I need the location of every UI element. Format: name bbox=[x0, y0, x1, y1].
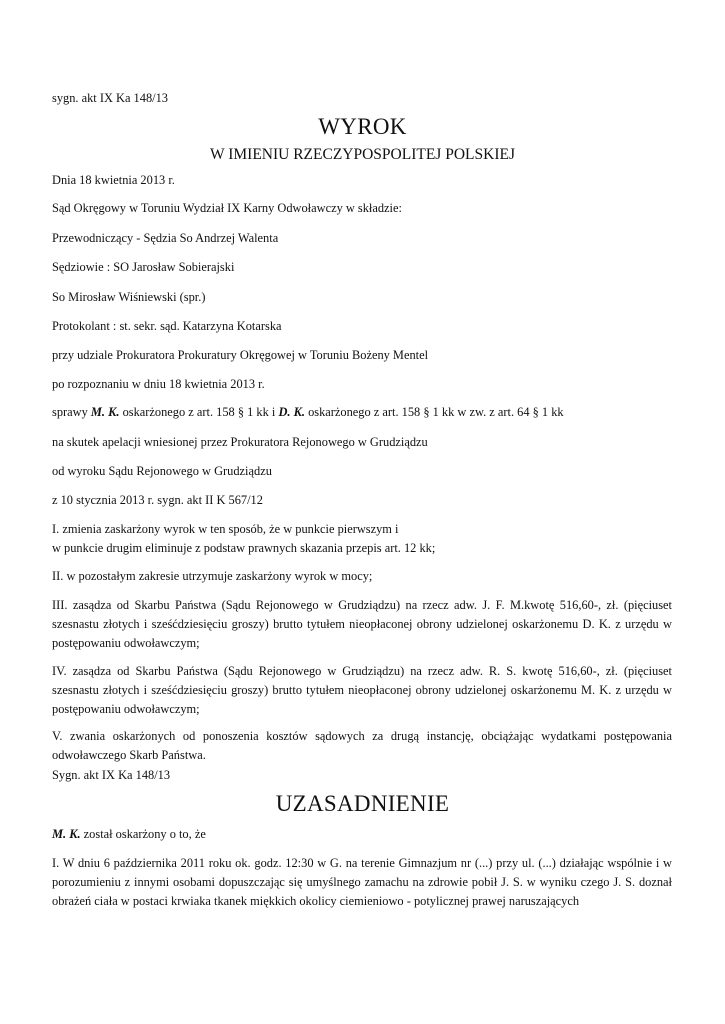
judgment-subtitle: W IMIENIU RZECZYPOSPOLITEJ POLSKIEJ bbox=[210, 146, 515, 163]
case-line bbox=[52, 403, 672, 422]
judges-line-2: So Mirosław Wiśniewski (spr.) bbox=[52, 290, 206, 304]
court-clerk: Protokolant : st. sekr. sąd. Katarzyna Kotarska bbox=[52, 319, 282, 333]
appealed-judgment-date: z 10 stycznia 2013 r. sygn. akt II K 567/12 bbox=[52, 493, 263, 507]
accused-2: D. K. bbox=[278, 405, 305, 419]
ruling-point-1-line-2: w punkcie drugim eliminuje z podstaw prawnych skazania przepis art. 12 kk; bbox=[52, 541, 436, 555]
case-suffix: oskarżonego z art. 158 § 1 kk w zw. z art. 64 § 1 kk bbox=[304, 405, 564, 419]
charge-intro-text: został oskarżony o to, że bbox=[80, 827, 206, 841]
ruling-point-1 bbox=[52, 520, 672, 558]
ruling-point-4: IV. zasądza od Skarbu Państwa (Sądu Rejonowego w Grudziądzu) na rzecz adw. R. S. kwotę 516,60-, zł. (pięciuset szesnastu złotych i sześćdziesięciu groszy) brutto tytułem nieopłaconej obrony udzielonej oskarżonemu M. K. z urzędu w postępowaniu odwoławczym; bbox=[52, 664, 672, 716]
presiding-judge: Przewodniczący - Sędzia So Andrzej Walenta bbox=[52, 231, 279, 245]
case-signature-top: sygn. akt IX Ka 148/13 bbox=[52, 91, 168, 105]
judgment-title: WYROK bbox=[318, 114, 407, 139]
case-signature-bottom: Sygn. akt IX Ka 148/13 bbox=[52, 768, 171, 782]
ruling-point-2: II. w pozostałym zakresie utrzymuje zaskarżony wyrok w mocy; bbox=[52, 569, 373, 583]
judges-line-1: Sędziowie : SO Jarosław Sobierajski bbox=[52, 260, 235, 274]
justification-title: UZASADNIENIE bbox=[275, 791, 450, 816]
ruling-point-3: III. zasądza od Skarbu Państwa (Sądu Rejonowego w Grudziądzu) na rzecz adw. J. F. M.kwotę 516,60-, zł. (pięciuset szesnastu złotych i sześćdziesięciu groszy) brutto tytułem nieopłaconej obrony udzielonej oskarżonemu D. K. z urzędu w postępowaniu odwoławczym; bbox=[52, 598, 672, 650]
prosecutor-line: przy udziale Prokuratora Prokuratury Okręgowej w Toruniu Bożeny Mentel bbox=[52, 348, 429, 362]
case-prefix: sprawy bbox=[52, 405, 91, 419]
charge-intro bbox=[52, 825, 672, 844]
accused-1: M. K. bbox=[90, 405, 120, 419]
court-composition: Sąd Okręgowy w Toruniu Wydział IX Karny Odwoławczy w składzie: bbox=[52, 201, 402, 215]
hearing-line: po rozpoznaniu w dniu 18 kwietnia 2013 r. bbox=[52, 377, 265, 391]
judgment-date: Dnia 18 kwietnia 2013 r. bbox=[52, 173, 175, 187]
ruling-point-5: V. zwania oskarżonych od ponoszenia kosztów sądowych za drugą instancję, obciążając wydatkami postępowania odwoławczego Skarb Państwa. bbox=[52, 729, 672, 762]
charge-point-1: I. W dniu 6 października 2011 roku ok. godz. 12:30 w G. na terenie Gimnazjum nr (...) przy ul. (...) działając wspólnie i w porozumieniu z innymi osobami dopuszczając się umyślnego zamachu na zdrowie pobił J. S. w wyniku czego J. S. doznał obrażeń ciała w postaci krwiaka tkanek miękkich okolicy ciemieniowo - potylicznej prawej naruszających bbox=[52, 856, 672, 908]
appealed-judgment: od wyroku Sądu Rejonowego w Grudziądzu bbox=[52, 464, 272, 478]
appeal-line: na skutek apelacji wniesionej przez Prokuratora Rejonowego w Grudziądzu bbox=[52, 435, 428, 449]
charge-accused-name: M. K. bbox=[52, 827, 81, 841]
ruling-point-1-line-1: I. zmienia zaskarżony wyrok w ten sposób, że w punkcie pierwszym i bbox=[52, 522, 399, 536]
case-middle: oskarżonego z art. 158 § 1 kk i bbox=[119, 405, 279, 419]
